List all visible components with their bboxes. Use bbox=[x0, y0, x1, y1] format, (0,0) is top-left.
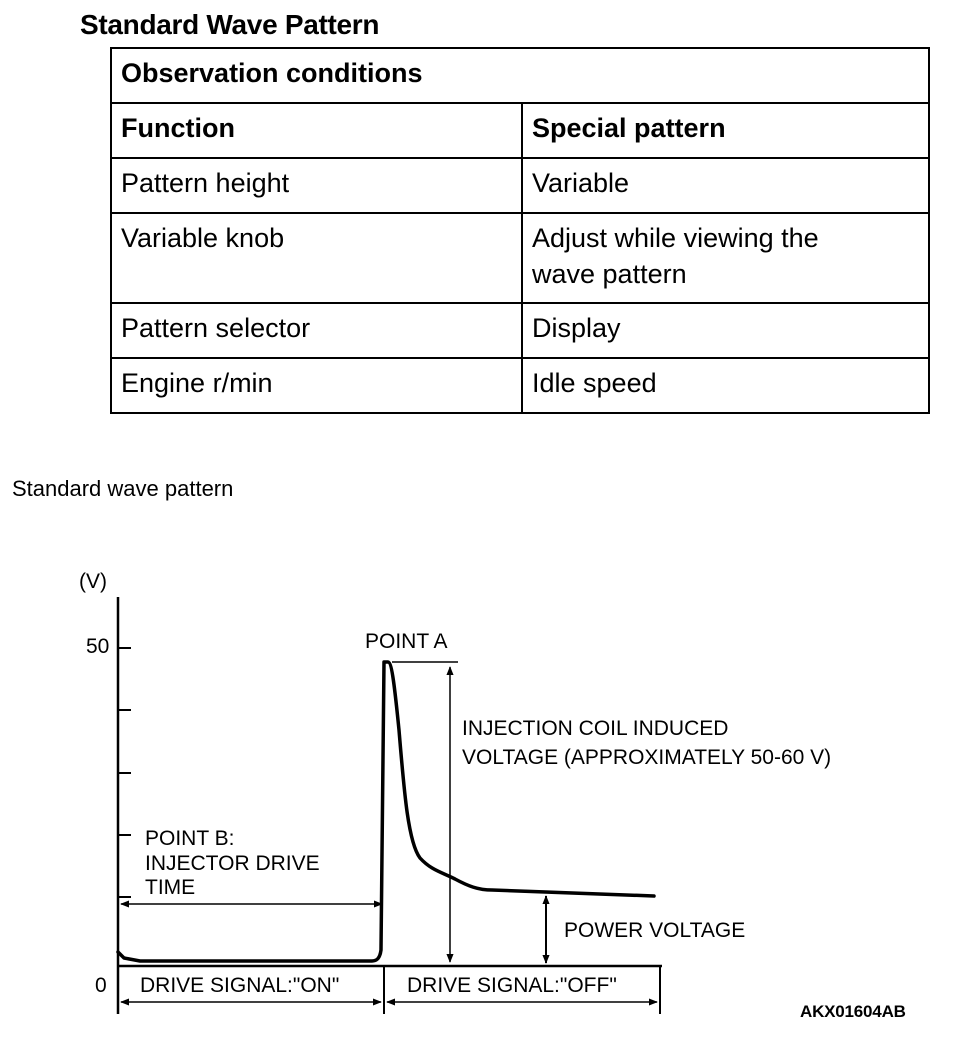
function-cell: Pattern selector bbox=[111, 303, 522, 358]
pattern-cell: Idle speed bbox=[522, 358, 929, 413]
induced-voltage-label: INJECTION COIL INDUCED bbox=[462, 717, 729, 740]
function-cell: Pattern height bbox=[111, 158, 522, 213]
pattern-cell: Variable bbox=[522, 158, 929, 213]
point-b-label: POINT B: bbox=[145, 827, 235, 850]
y-tick-label-0: 0 bbox=[95, 974, 107, 997]
y-axis-unit: (V) bbox=[79, 570, 107, 593]
y-tick-label-50: 50 bbox=[86, 635, 110, 658]
section-label: Standard wave pattern bbox=[12, 476, 234, 501]
pattern-cell: Adjust while viewing the wave pattern bbox=[522, 213, 929, 303]
point-b-label: INJECTOR DRIVE bbox=[145, 852, 320, 875]
voltage-waveform bbox=[118, 662, 654, 961]
page-title: Standard Wave Pattern bbox=[80, 9, 380, 40]
figure-code: AKX01604AB bbox=[800, 1002, 906, 1021]
column-header-special-pattern: Special pattern bbox=[522, 103, 929, 158]
pattern-cell: Display bbox=[522, 303, 929, 358]
point-b-label: TIME bbox=[145, 876, 196, 899]
table-title: Observation conditions bbox=[111, 48, 929, 103]
power-voltage-label: POWER VOLTAGE bbox=[564, 919, 746, 942]
function-cell: Variable knob bbox=[111, 213, 522, 303]
function-cell: Engine r/min bbox=[111, 358, 522, 413]
drive-signal-off-label: DRIVE SIGNAL:"OFF" bbox=[407, 974, 617, 997]
column-header-function: Function bbox=[111, 103, 522, 158]
point-a-label: POINT A bbox=[365, 630, 448, 653]
drive-signal-on-label: DRIVE SIGNAL:"ON" bbox=[140, 974, 340, 997]
induced-voltage-label: VOLTAGE (APPROXIMATELY 50-60 V) bbox=[462, 746, 832, 769]
